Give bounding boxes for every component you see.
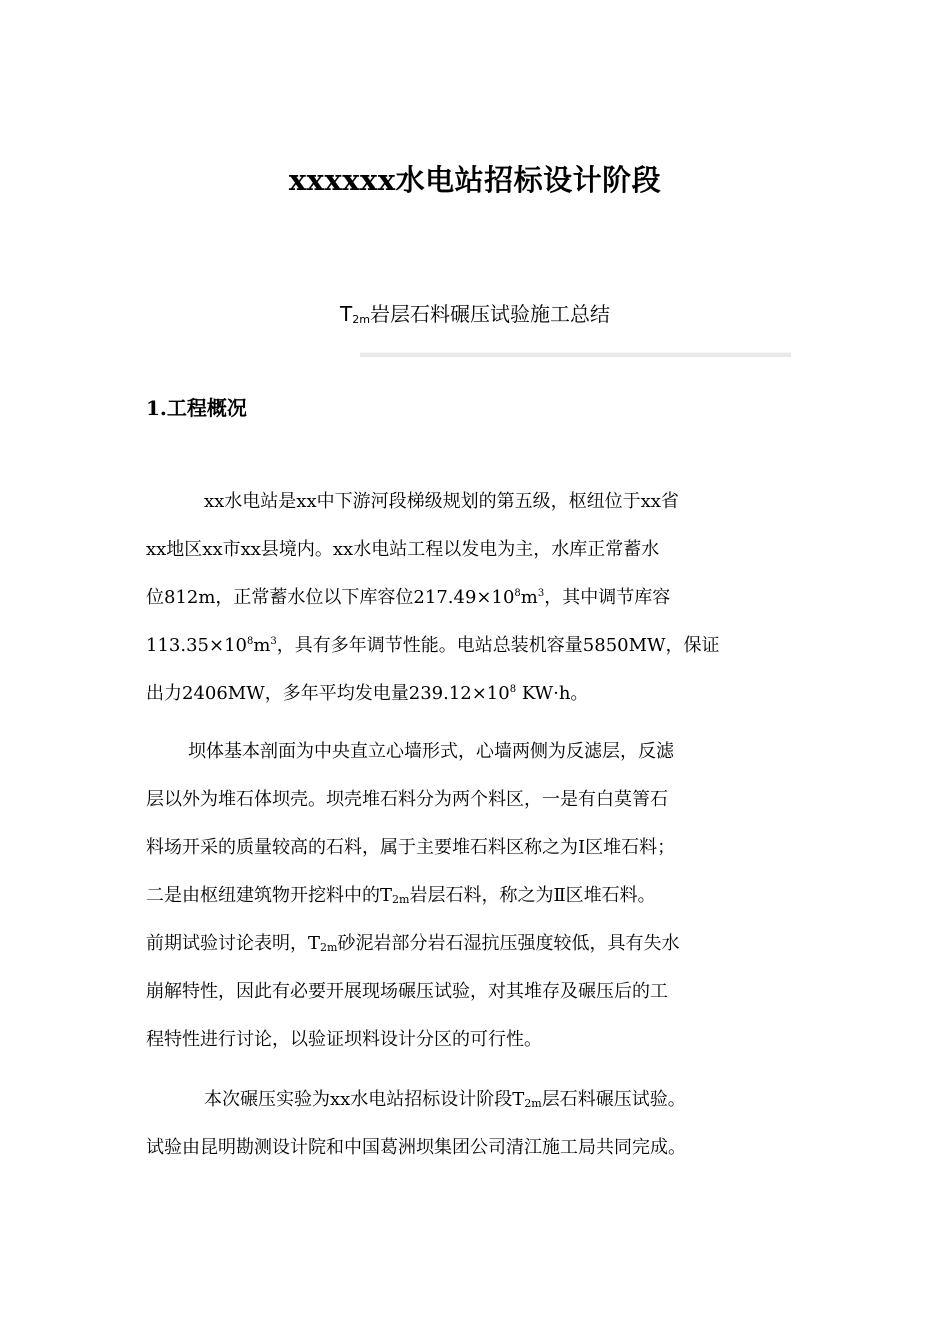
superscript: 3 (270, 636, 277, 647)
text-line: xx地区xx市xx县境内。xx水电站工程以发电为主，水库正常蓄水 (146, 539, 660, 560)
text-run: 113.35×10 (146, 635, 247, 656)
text-line: 层以外为堆石体坝壳。坝壳堆石料分为两个料区，一是有白莫箐石 (146, 789, 668, 810)
subtitle-subscript: 2m (352, 313, 370, 326)
text-run: 本次碾压实验为xx水电站招标设计阶段T (204, 1089, 525, 1110)
text-line (146, 872, 826, 920)
text-run: 砂泥岩部分岩石湿抗压强度较低，具有失水 (337, 933, 680, 954)
text-line: xx水电站是xx中下游河段梯级规划的第五级，枢纽位于xx省 (204, 491, 679, 512)
text-run: 岩层石料，称之为Ⅱ区堆石料。 (409, 885, 656, 906)
superscript: 8 (246, 636, 254, 647)
text-run: 出力2406MW，多年平均发电量239.12×10 (146, 683, 510, 704)
text-line (146, 670, 826, 718)
subscript: 2m (524, 1097, 542, 1110)
paragraph-dam-structure (146, 728, 826, 1064)
text-run: 位812m，正常蓄水位以下库容位217.49×10 (146, 587, 515, 608)
paragraph-test-info (146, 1076, 826, 1172)
superscript: 8 (514, 588, 521, 599)
superscript: 8 (509, 684, 517, 695)
document-title: xxxxxx水电站招标设计阶段 (288, 163, 662, 197)
text-run: ，其中调节库容 (544, 587, 671, 608)
subscript: 2m (320, 941, 338, 954)
text-line: 试验由昆明勘测设计院和中国葛洲坝集团公司清江施工局共同完成。 (146, 1137, 686, 1158)
superscript: 3 (537, 588, 545, 599)
text-line: 坝体基本剖面为中央直立心墙形式，心墙两侧为反滤层，反滤 (188, 741, 674, 762)
text-line: 程特性进行讨论，以验证坝料设计分区的可行性。 (146, 1029, 542, 1050)
text-run: ，具有多年调节性能。电站总装机容量5850MW，保证 (276, 635, 720, 656)
text-line (146, 574, 826, 622)
text-line (146, 622, 826, 670)
text-run: m (520, 587, 538, 608)
text-line: 料场开采的质量较高的石料，属于主要堆石料区称之为Ⅰ区堆石料； (146, 837, 676, 858)
text-line (146, 1076, 826, 1124)
section-heading: 1.工程概况 (146, 396, 247, 420)
subtitle-prefix: T (340, 302, 353, 326)
text-line (146, 920, 826, 968)
subscript: 2m (392, 893, 410, 906)
document-subtitle (0, 298, 950, 327)
text-run: m (253, 635, 271, 656)
text-run: KW·h。 (516, 683, 589, 704)
text-run: 层石料碾压试验。 (541, 1089, 686, 1110)
faint-watermark: ▁▁▁▁▁▁▁▁▁▁▁▁▁▁▁▁▁▁▁▁ (360, 324, 791, 357)
text-run: 二是由枢纽建筑物开挖料中的T (146, 885, 393, 906)
subtitle-text: 岩层石料碾压试验施工总结 (369, 302, 610, 326)
text-line: 崩解特性，因此有必要开展现场碾压试验，对其堆存及碾压后的工 (146, 981, 668, 1002)
paragraph-overview (146, 478, 826, 718)
text-run: 前期试验讨论表明，T (146, 933, 321, 954)
